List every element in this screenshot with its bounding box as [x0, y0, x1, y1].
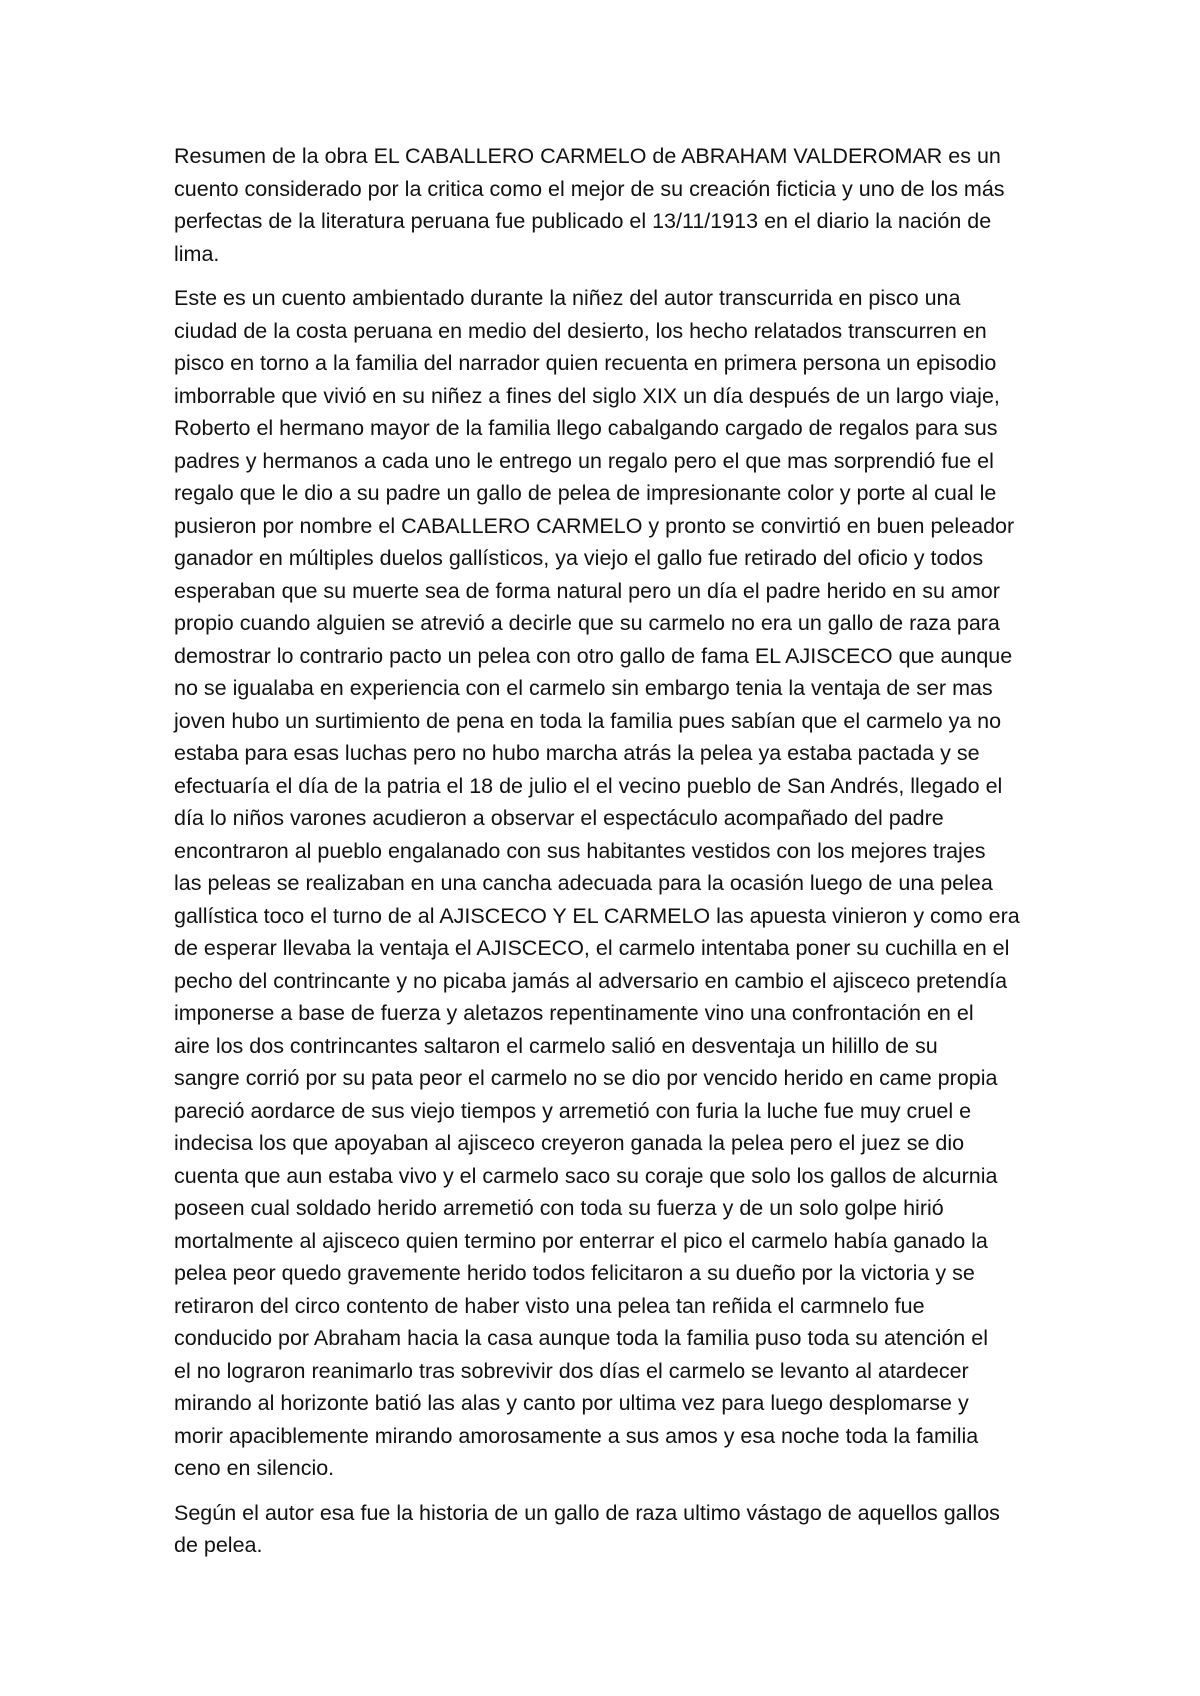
text-line: no se igualaba en experiencia con el carmelo sin embargo tenia la ventaja de ser mas: [174, 676, 993, 700]
text-line: ciudad de la costa peruana en medio del desierto, los hecho relatados transcurren en: [174, 318, 987, 343]
text-line: de esperar llevaba la ventaja el AJISCECO, el carmelo intentaba poner su cuchilla en el: [174, 936, 1010, 960]
text-line: poseen cual soldado herido arremetió con toda su fuerza y de un solo golpe hirió: [174, 1196, 944, 1220]
text-line: aire los dos contrincantes saltaron el carmelo salió en desventaja un hilillo de su: [174, 1033, 938, 1058]
text-line: efectuaría el día de la patria el 18 de julio el el vecino pueblo de San Andrés, llegado el: [174, 773, 1003, 798]
text-line: conducido por Abraham hacia la casa aunque toda la familia puso toda su atención el: [174, 1326, 988, 1350]
text-line: mortalmente al ajisceco quien termino por enterrar el pico el carmelo había ganado la: [174, 1228, 988, 1253]
text-line: retiraron del circo contento de haber visto una pelea tan reñida el carmnelo fue: [174, 1293, 925, 1318]
text-line: propio cuando alguien se atrevió a decirle que su carmelo no era un gallo de raza para: [174, 611, 1000, 635]
text-line: encontraron al pueblo engalanado con sus habitantes vestidos con los mejores trajes: [174, 838, 986, 863]
text-line: de pelea.: [174, 1533, 263, 1557]
text-line: ganador en múltiples duelos gallísticos, ya viejo el gallo fue retirado del oficio y todos: [174, 546, 984, 570]
text-line: morir apaciblemente mirando amorosamente a sus amos y esa noche toda la familia: [174, 1423, 979, 1448]
text-line: joven hubo un surtimiento de pena en toda la familia pues sabían que el carmelo ya no: [174, 708, 1002, 733]
text-line: cuento considerado por la critica como el mejor de su creación ficticia y uno de los más: [174, 176, 1005, 201]
text-line: imponerse a base de fuerza y aletazos repentinamente vino una confrontación en el: [174, 1001, 974, 1025]
paragraph-intro: [174, 140, 1054, 270]
paragraph-conclusion: [174, 1497, 1054, 1562]
text-line: las peleas se realizaban en una cancha adecuada para la ocasión luego de una pelea: [174, 871, 993, 895]
text-line: día lo niños varones acudieron a observar el espectáculo acompañado del padre: [174, 806, 944, 830]
text-line: lima.: [174, 241, 220, 266]
text-line: Según el autor esa fue la historia de un gallo de raza ultimo vástago de aquellos gallos: [174, 1500, 1000, 1525]
text-line: padres y hermanos a cada uno le entrego un regalo pero el que mas sorprendió fue el: [174, 448, 994, 473]
text-line: cuenta que aun estaba vivo y el carmelo saco su coraje que solo los gallos de alcurnia: [174, 1163, 998, 1188]
text-line: sangre corrió por su pata peor el carmelo no se dio por vencido herido en came propia: [174, 1066, 998, 1090]
text-line: pecho del contrincante y no picaba jamás al adversario en cambio el ajisceco pretendía: [174, 968, 1008, 993]
text-line: Resumen de la obra EL CABALLERO CARMELO de ABRAHAM VALDEROMAR es un: [174, 144, 1001, 168]
text-line: indecisa los que apoyaban al ajisceco creyeron ganada la pelea pero el juez se dio: [174, 1131, 965, 1155]
text-line: pareció aordarce de sus viejo tiempos y arremetió con furia la luche fue muy cruel e: [174, 1098, 972, 1123]
text-line: demostrar lo contrario pacto un pelea con otro gallo de fama EL AJISCECO que aunque: [174, 643, 1013, 668]
text-line: Este es un cuento ambientado durante la niñez del autor transcurrida en pisco una: [174, 286, 961, 310]
text-line: perfectas de la literatura peruana fue publicado el 13/11/1913 en el diario la nación de: [174, 209, 992, 233]
text-line: ceno en silencio.: [174, 1456, 335, 1480]
text-line: pelea peor quedo gravemente herido todos felicitaron a su dueño por la victoria y se: [174, 1261, 975, 1285]
text-line: regalo que le dio a su padre un gallo de pelea de impresionante color y porte al cual le: [174, 481, 997, 505]
text-line: pusieron por nombre el CABALLERO CARMELO y pronto se convirtió en buen peleador: [174, 513, 1015, 538]
text-line: mirando al horizonte batió las alas y canto por ultima vez para luego desplomarse y: [174, 1391, 969, 1415]
text-line: pisco en torno a la familia del narrador quien recuenta en primera persona un episodio: [174, 351, 997, 375]
text-line: el no lograron reanimarlo tras sobrevivir dos días el carmelo se levanto al atardecer: [174, 1358, 969, 1383]
text-line: imborrable que vivió en su niñez a fines del siglo XIX un día después de un largo viaje,: [174, 383, 1000, 408]
text-line: estaba para esas luchas pero no hubo marcha atrás la pelea ya estaba pactada y se: [174, 741, 980, 765]
text-line: esperaban que su muerte sea de forma natural pero un día el padre herido en su amor: [174, 578, 1000, 603]
paragraph-summary: [174, 282, 1054, 1485]
document-page: [174, 140, 1054, 1574]
text-line: gallística toco el turno de al AJISCECO Y EL CARMELO las apuesta vinieron y como era: [174, 903, 1020, 928]
text-line: Roberto el hermano mayor de la familia llego cabalgando cargado de regalos para sus: [174, 416, 998, 440]
